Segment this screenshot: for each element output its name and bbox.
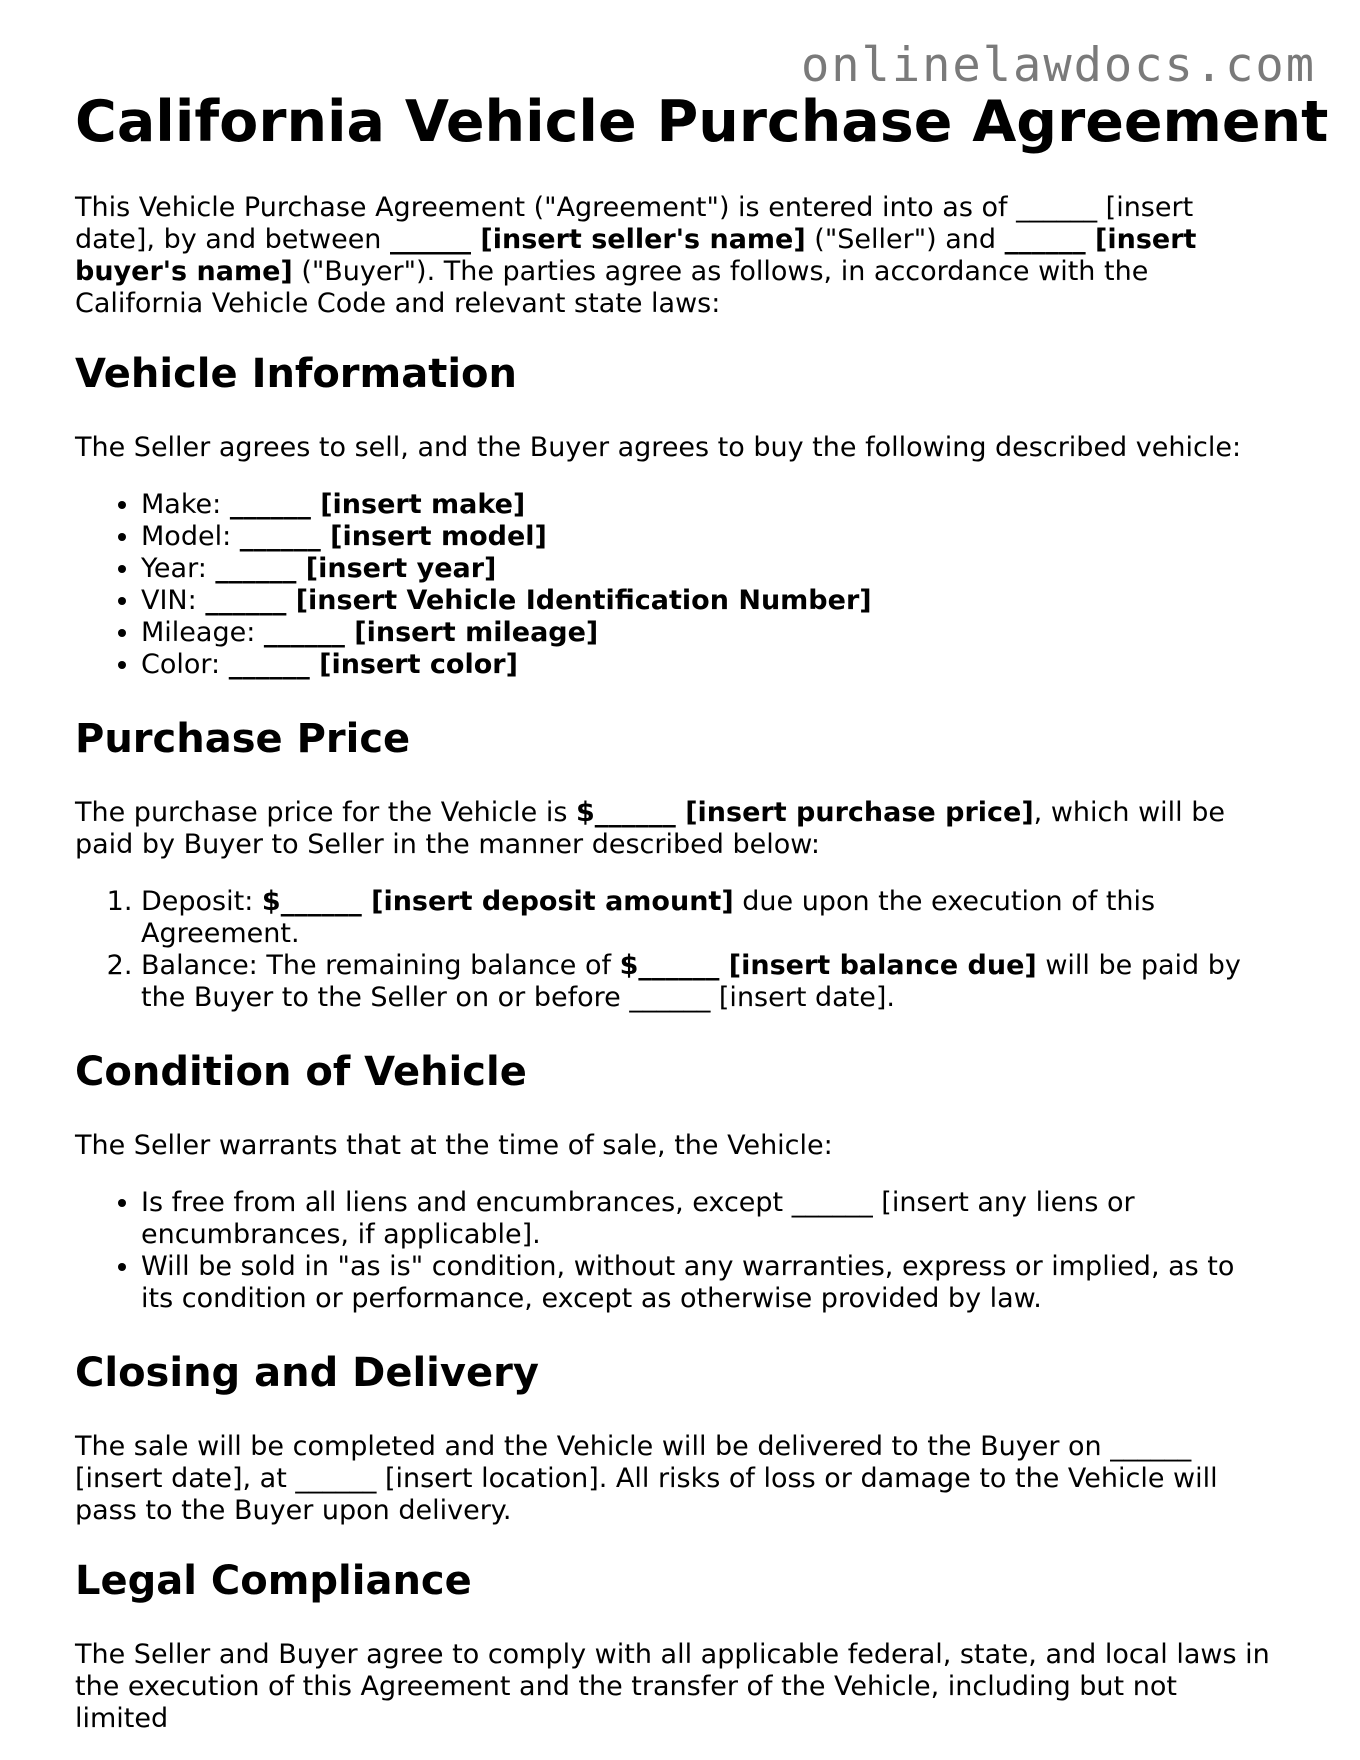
price-text-1: The purchase price for the Vehicle is xyxy=(75,797,576,828)
price-text-2: , which will be paid by Buyer to Seller in the manner described below: xyxy=(75,797,1225,860)
document-title: California Vehicle Purchase Agreement xyxy=(75,89,1329,155)
item-text: will be paid by the Buyer to the Seller on or before ______ [insert date]. xyxy=(141,950,1241,1013)
item-blank: $______ xyxy=(619,950,720,981)
closing-paragraph: The sale will be completed and the Vehicle will be delivered to the Buyer on ______ [insert date], at ______ [insert location]. All risks of loss or damage to the Vehicle will pass to the Buyer upon delivery. xyxy=(75,1431,1218,1526)
vehicle-info-heading: Vehicle Information xyxy=(75,351,517,397)
list-item-vin xyxy=(141,585,1275,617)
condition-list xyxy=(75,1187,1275,1315)
watermark: onlinelawdocs.com xyxy=(800,38,1316,93)
buyer-name-placeholder: [insert buyer's name] xyxy=(75,224,1197,287)
item-blank: $______ xyxy=(261,886,362,917)
item-blank: ______ xyxy=(205,585,287,616)
price-blank: $______ xyxy=(576,797,676,828)
item-blank: ______ xyxy=(228,649,310,680)
document-body xyxy=(75,192,1275,1735)
payment-terms-list xyxy=(75,886,1275,1014)
closing-heading: Closing and Delivery xyxy=(75,1350,539,1396)
item-placeholder: [insert mileage] xyxy=(344,617,599,648)
seller-name-placeholder: [insert seller's name] xyxy=(471,224,806,255)
item-label: VIN: xyxy=(141,585,206,616)
list-item-color xyxy=(141,649,1275,681)
list-item-mileage xyxy=(141,617,1275,649)
purchase-price-heading: Purchase Price xyxy=(75,716,411,762)
item-label: Color: xyxy=(141,649,229,680)
item-placeholder: [insert model] xyxy=(320,521,547,552)
intro-paragraph xyxy=(75,192,1275,320)
item-blank: ______ xyxy=(215,553,297,584)
item-label: Balance: The remaining balance of xyxy=(141,950,620,981)
intro-text-3: ("Seller") and xyxy=(805,224,1005,255)
list-item-make xyxy=(141,489,1275,521)
item-placeholder: [insert deposit amount] xyxy=(361,886,734,917)
list-item-year xyxy=(141,553,1275,585)
purchase-price-paragraph xyxy=(75,797,1275,861)
buyer-name-blank: ______ xyxy=(1004,224,1086,255)
seller-name-blank: ______ xyxy=(390,224,471,255)
item-text: due upon the execution of this Agreement. xyxy=(141,886,1156,949)
condition-paragraph: The Seller warrants that at the time of sale, the Vehicle: xyxy=(75,1130,833,1161)
item-label: Year: xyxy=(141,553,216,584)
item-blank: ______ xyxy=(239,521,321,552)
vehicle-info-list xyxy=(75,489,1275,681)
intro-text-4: ("Buyer"). The parties agree as follows, in accordance with the California Vehicle Code and relevant state laws: xyxy=(75,256,1149,319)
item-placeholder: [insert color] xyxy=(309,649,518,680)
item-blank: ______ xyxy=(229,489,311,520)
list-item-as-is: • Will be sold in "as is" condition, without any warranties, express or implied, as to its condition or performance, except as otherwise provided by law. xyxy=(141,1251,1275,1315)
item-placeholder: [insert balance due] xyxy=(719,950,1037,981)
vehicle-info-paragraph: The Seller agrees to sell, and the Buyer agrees to buy the following described vehicle: xyxy=(75,432,1242,463)
condition-heading: Condition of Vehicle xyxy=(75,1049,527,1095)
item-placeholder: [insert year] xyxy=(296,553,497,584)
intro-date-blank: ______ xyxy=(1016,192,1098,223)
item-blank: ______ xyxy=(263,617,345,648)
list-item-balance xyxy=(141,950,1275,1014)
item-label: Mileage: xyxy=(141,617,264,648)
list-item-deposit xyxy=(141,886,1275,950)
price-placeholder: [insert purchase price] xyxy=(675,797,1034,828)
item-placeholder: [insert Vehicle Identification Number] xyxy=(286,585,872,616)
legal-paragraph: The Seller and Buyer agree to comply with all applicable federal, state, and local laws in the execution of this Agreement and the transfer of the Vehicle, including but not limited xyxy=(75,1639,1270,1734)
item-label: Deposit: xyxy=(141,886,262,917)
item-label: Model: xyxy=(141,521,240,552)
item-placeholder: [insert make] xyxy=(310,489,526,520)
legal-heading: Legal Compliance xyxy=(75,1558,472,1604)
list-item-model xyxy=(141,521,1275,553)
intro-text-2: [insert date], by and between xyxy=(75,192,1194,255)
list-item-liens: • Is free from all liens and encumbrances, except ______ [insert any liens or encumbrances, if applicable]. xyxy=(141,1187,1275,1251)
intro-text-1: This Vehicle Purchase Agreement ("Agreement") is entered into as of xyxy=(75,192,1017,223)
item-label: Make: xyxy=(141,489,230,520)
